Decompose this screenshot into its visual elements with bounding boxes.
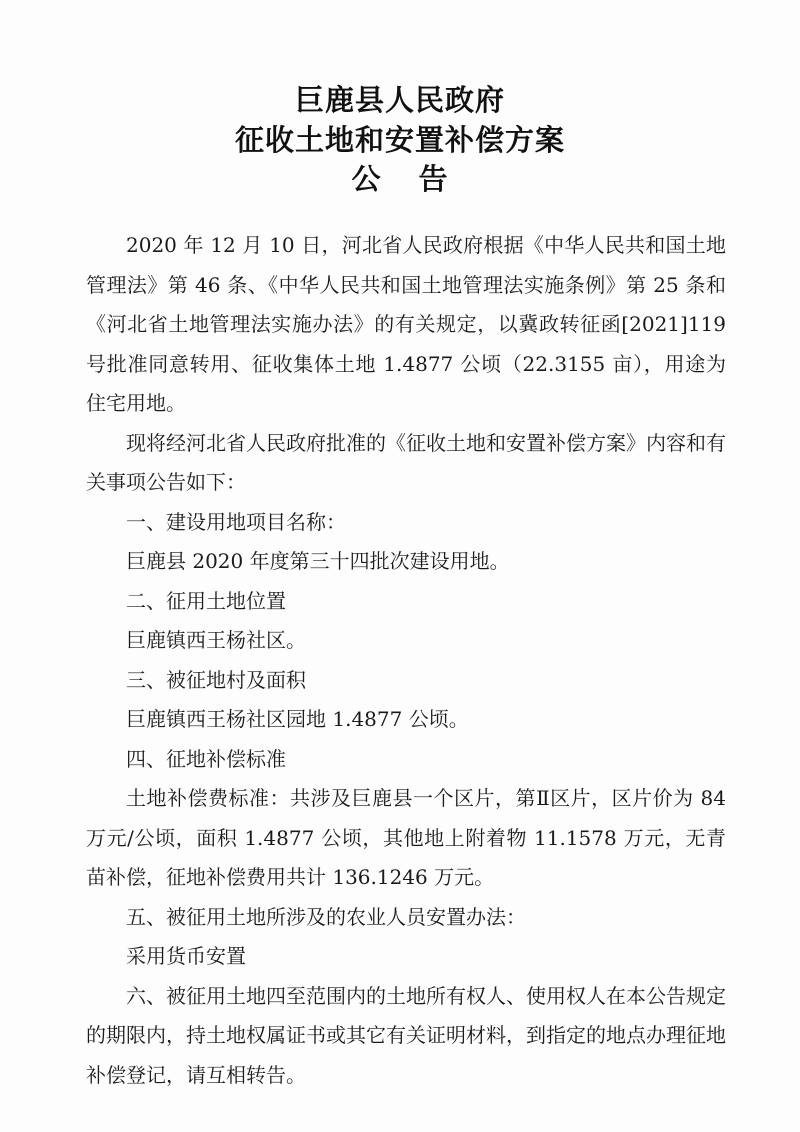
- announcement-paragraph: 现将经河北省人民政府批准的《征收土地和安置补偿方案》内容和有关事项公告如下：: [86, 430, 726, 494]
- document-title-type: 公 告: [351, 162, 449, 196]
- section-1-heading: 一、建设用地项目名称：: [126, 509, 346, 534]
- section-6-content: 六、被征用土地四至范围内的土地所有权人、使用权人在本公告规定的期限内，持土地权属证书或其它有关证明材料，到指定的地点办理征地补偿登记，请互相转告。: [86, 983, 726, 1087]
- section-3-heading: 三、被征地村及面积: [126, 667, 306, 692]
- section-5-content: 采用货币安置: [126, 944, 246, 968]
- document-title-issuer: 巨鹿县人民政府: [294, 83, 505, 117]
- document-title-subject: 征收土地和安置补偿方案: [234, 123, 565, 157]
- section-1-content: 巨鹿县 2020 年度第三十四批次建设用地。: [126, 549, 510, 573]
- intro-paragraph: 2020 年 12 月 10 日，河北省人民政府根据《中华人民共和国土地管理法》第 46 条、《中华人民共和国土地管理法实施条例》第 25 条和《河北省土地管理法实施办法》的有关规定，以冀政转征函[2021]119 号批准同意转用、征收集体土地 1.4877 公顷（22.3155 亩），用途为住宅用地。: [86, 233, 726, 415]
- section-3-content: 巨鹿镇西王杨社区园地 1.4877 公顷。: [126, 707, 469, 731]
- section-5-heading: 五、被征用土地所涉及的农业人员安置办法：: [126, 904, 526, 929]
- document-body: [86, 226, 726, 1095]
- section-4-heading: 四、征地补偿标准: [126, 746, 286, 771]
- section-4-content: 土地补偿费标准：共涉及巨鹿县一个区片，第Ⅱ区片，区片价为 84 万元/公顷，面积 1.4877 公顷，其他地上附着物 11.1578 万元，无青苗补偿，征地补偿费用共计 136.1246 万元。: [86, 786, 726, 889]
- section-2-content: 巨鹿镇西王杨社区。: [126, 628, 306, 652]
- section-2-heading: 二、征用土地位置: [126, 588, 286, 613]
